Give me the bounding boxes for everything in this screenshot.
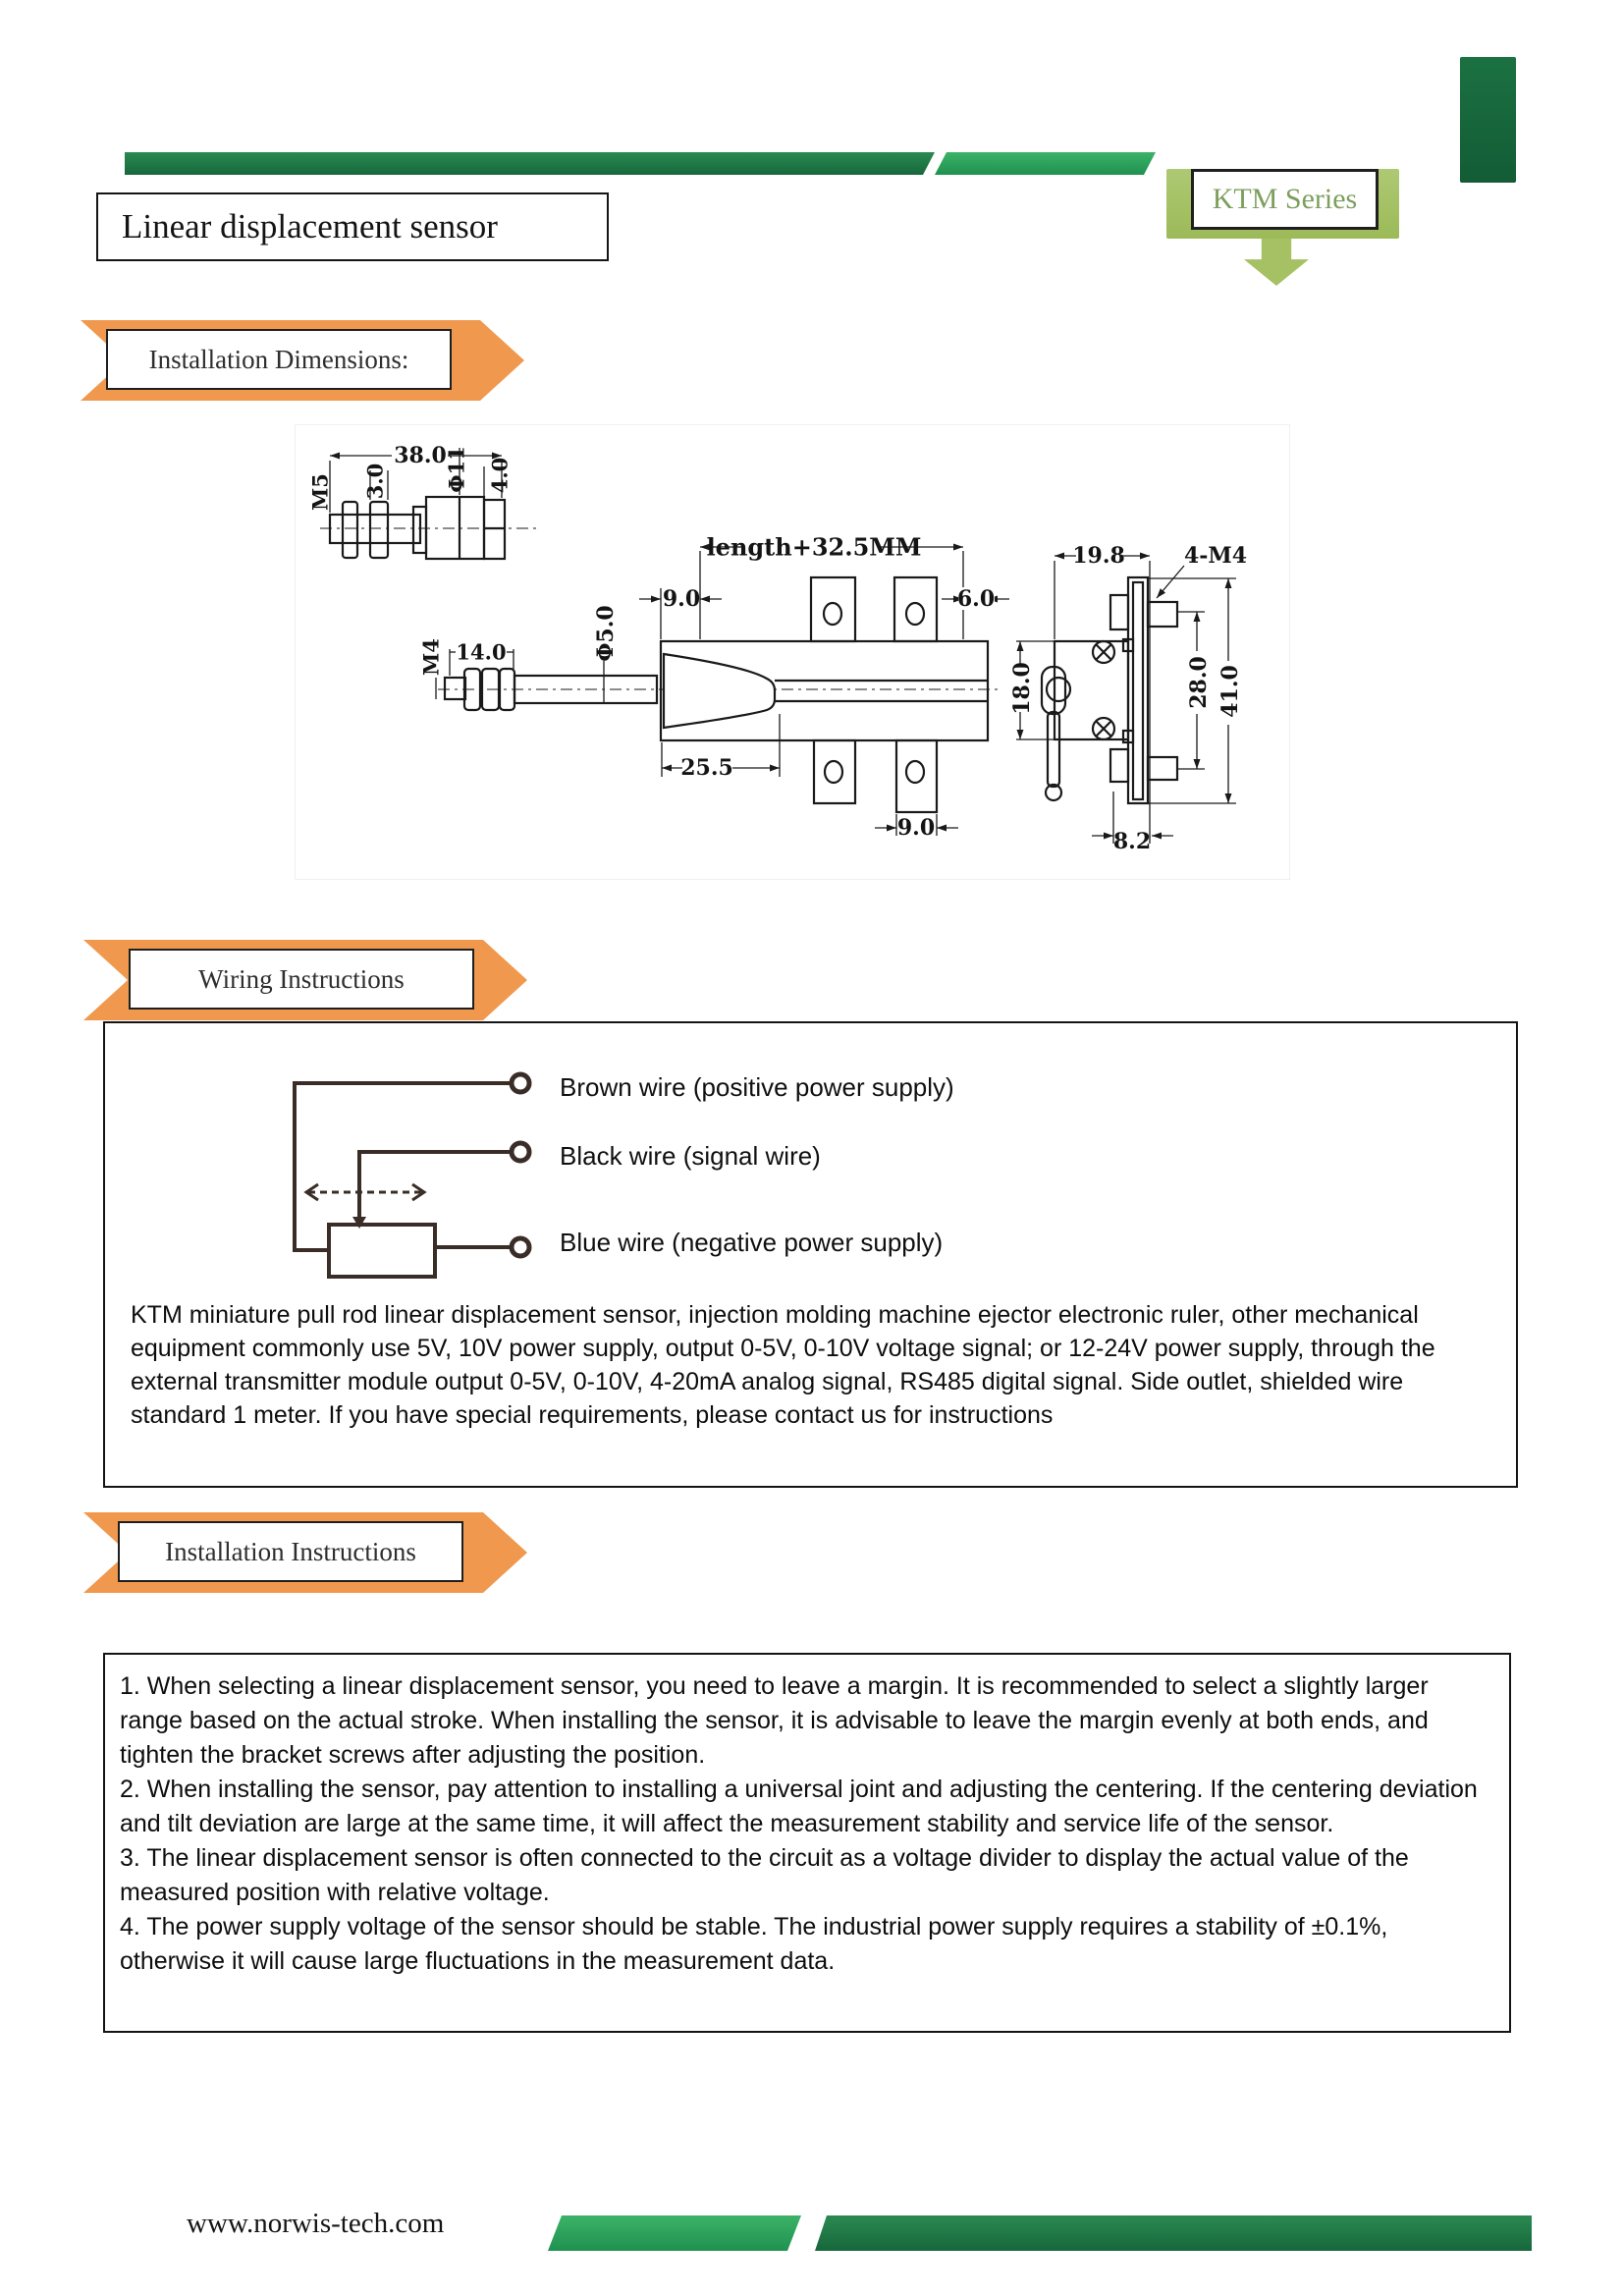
dim-end-body-height: 18.0 <box>1009 662 1035 715</box>
page-title <box>96 192 609 261</box>
end-view <box>1042 577 1177 803</box>
dim-detail-cap: 4.0 <box>487 457 513 494</box>
series-badge <box>1191 169 1379 230</box>
wiring-diagram <box>275 1061 560 1316</box>
dim-detail-diameter: Φ11 <box>444 446 469 493</box>
header-bar-light <box>935 152 1156 175</box>
arrow-down-icon <box>1244 239 1309 286</box>
instruction-item-4: 4. The power supply voltage of the sensor should be stable. The industrial power supply requires a stability of ±0.1%, otherwise it will cause large fluctuations in the measurement data. <box>120 1913 1388 1975</box>
dim-side-rod-diameter: Φ5.0 <box>593 605 619 662</box>
dim-end-width: 19.8 <box>1072 543 1125 569</box>
dim-side-rear-gap: 6.0 <box>956 586 996 612</box>
corner-accent-bar <box>1460 57 1516 183</box>
banner-installation-box <box>118 1521 463 1582</box>
dim-end-bottom-offset: 8.2 <box>1112 829 1152 854</box>
wire-label-brown: Brown wire (positive power supply) <box>560 1072 954 1102</box>
footer-url: www.norwis-tech.com <box>187 2208 445 2239</box>
dim-detail-thread: M5 <box>307 473 333 511</box>
dim-side-boot-length: 25.5 <box>680 755 733 781</box>
series-badge-text: KTM Series <box>1212 183 1358 215</box>
dim-end-total-height: 41.0 <box>1217 665 1243 718</box>
dim-detail-nut: 3.0 <box>362 463 388 500</box>
instruction-item-2: 2. When installing the sensor, pay attention to installing a universal joint and adjusting the centering. If the centering deviation and tilt deviation are large at the same time, it will affect the measurement stability and service life of the sensor. <box>120 1776 1478 1837</box>
wire-label-black: Black wire (signal wire) <box>560 1141 821 1171</box>
dim-side-length: length+32.5MM <box>706 532 922 562</box>
wiring-heading: Wiring Instructions <box>198 963 405 994</box>
installation-heading: Installation Instructions <box>165 1536 416 1566</box>
dim-side-thread: M4 <box>418 638 444 676</box>
dim-side-front-gap: 9.0 <box>662 586 701 612</box>
banner-dimensions-box <box>106 329 452 390</box>
dimensions-heading: Installation Dimensions: <box>148 344 409 374</box>
dimension-drawing <box>296 425 1289 879</box>
wiring-description: KTM miniature pull rod linear displacement sensor, injection molding machine ejector electronic ruler, other mechanical equipment commonly use 5V, 10V power supply, output 0-5V, 0-10V voltage signal; or 12-24V power supply, through the external transmitter module output 0-5V, 0-10V, 4-20mA analog signal, RS485 digital signal. Side outlet, shielded wire standard 1 meter. If you have special requirements, please contact us for instructions <box>131 1301 1435 1429</box>
dim-side-thread-length: 14.0 <box>456 639 507 665</box>
dim-end-hole-spacing: 28.0 <box>1186 656 1212 709</box>
dim-end-holes: 4-M4 <box>1183 543 1248 569</box>
detail-view <box>320 497 536 559</box>
dim-side-tab-width: 9.0 <box>896 815 936 841</box>
wire-label-blue: Blue wire (negative power supply) <box>560 1228 944 1257</box>
page-title-text: Linear displacement sensor <box>122 207 498 246</box>
banner-wiring-box <box>129 949 474 1010</box>
instruction-item-1: 1. When selecting a linear displacement sensor, you need to leave a margin. It is recommended to select a slightly larger range based on the actual stroke. When installing the sensor, it is advisable to leave the margin evenly at both ends, and tighten the bracket screws after adjusting the position. <box>120 1672 1429 1769</box>
dimension-drawing-panel <box>295 424 1290 880</box>
header-bar-dark <box>125 152 935 175</box>
footer-bar-light <box>548 2215 801 2251</box>
footer-bar-dark <box>815 2215 1532 2251</box>
instruction-item-3: 3. The linear displacement sensor is often connected to the circuit as a voltage divider to display the actual value of the measured position with relative voltage. <box>120 1844 1409 1906</box>
dim-detail-length: 38.0 <box>394 443 447 468</box>
installation-instructions <box>120 1669 1492 1979</box>
